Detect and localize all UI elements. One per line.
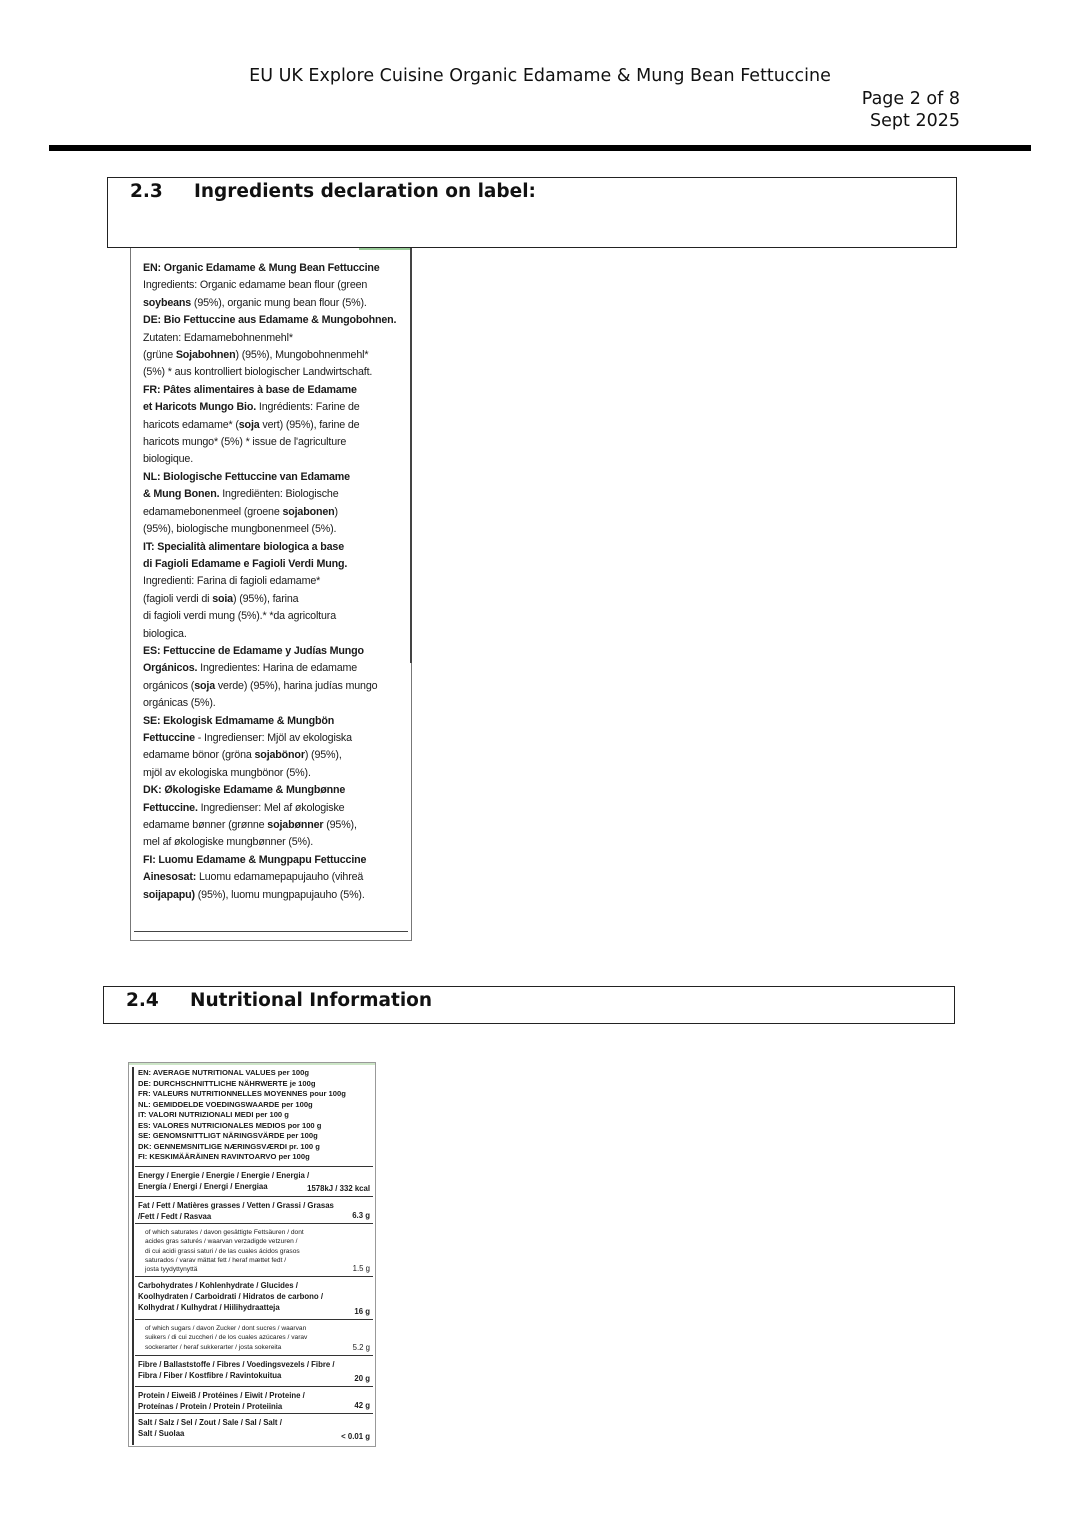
nutrition-row bbox=[135, 1386, 373, 1414]
nutrient-name-line: Salt / Salz / Sel / Zout / Sale / Sal / Salt / bbox=[138, 1418, 282, 1427]
nutrient-name-line: suikers / di cui zuccheri / de los cuales azúcares / varav bbox=[145, 1334, 308, 1342]
ingredients-text-run: di fagioli verdi mung (5%).* *da agricoltura bbox=[143, 610, 336, 623]
ingredients-text-run: (grüne bbox=[143, 349, 176, 362]
ingredients-bold-text: sojabønner bbox=[267, 819, 324, 831]
ingredients-line bbox=[143, 591, 409, 608]
section-number: 2.4 bbox=[126, 990, 159, 1011]
section-ingredients-heading bbox=[107, 177, 957, 248]
nutrient-value: 5.2 g bbox=[352, 1343, 370, 1352]
nutrient-value: < 0.01 g bbox=[341, 1432, 370, 1441]
ingredients-line bbox=[143, 660, 409, 677]
nutrition-heading-line: FI: KESKIMÄÄRÄINEN RAVINTOARVO per 100g bbox=[138, 1152, 310, 1161]
ingredients-text-run: Ingredienti: Farina di fagioli edamame* bbox=[143, 575, 321, 588]
ingredients-text-run: Ingrédients: Farine de bbox=[256, 401, 360, 414]
ingredients-line bbox=[143, 626, 409, 643]
page-number: Page 2 of 8 bbox=[861, 89, 960, 109]
nutrient-name-line: Energy / Energie / Energie / Energie / Energia / bbox=[138, 1171, 310, 1180]
nutrition-heading-line: FR: VALEURS NUTRITIONNELLES MOYENNES pour 100g bbox=[138, 1089, 346, 1098]
nutrition-table bbox=[135, 1066, 373, 1444]
ingredients-text-run: Ingredienser: Mel af økologiske bbox=[197, 801, 345, 814]
section-title: Ingredients declaration on label: bbox=[194, 181, 536, 202]
ingredients-line bbox=[143, 417, 409, 434]
nutrient-value: 42 g bbox=[354, 1401, 370, 1410]
ingredients-label-image bbox=[130, 248, 412, 941]
nutrient-name-line: Fibra / Fiber / Kostfibre / Ravintokuitua bbox=[138, 1371, 282, 1380]
nutrient-value: 1578kJ / 332 kcal bbox=[307, 1184, 370, 1193]
ingredients-line bbox=[143, 747, 409, 764]
nutrient-name-line: Salt / Suolaa bbox=[138, 1429, 185, 1438]
ingredients-line bbox=[143, 295, 409, 312]
ingredients-line bbox=[143, 451, 409, 468]
nutrient-name-line: Fat / Fett / Matières grasses / Vetten / Grassi / Grasas bbox=[138, 1201, 334, 1210]
ingredients-text bbox=[143, 260, 409, 904]
nutrient-name-line: Fibre / Ballaststoffe / Fibres / Voedingsvezels / Fibre / bbox=[138, 1360, 335, 1369]
ingredients-line bbox=[143, 312, 409, 329]
ingredients-line bbox=[143, 713, 409, 730]
nutrition-heading-line: IT: VALORI NUTRIZIONALI MEDI per 100 g bbox=[138, 1110, 289, 1119]
ingredients-line bbox=[143, 887, 409, 904]
ingredients-line bbox=[143, 869, 409, 886]
nutrient-name bbox=[138, 1359, 335, 1381]
nutrient-name bbox=[145, 1228, 304, 1274]
nutrition-heading bbox=[138, 1068, 346, 1163]
ingredients-line bbox=[143, 817, 409, 834]
ingredients-line bbox=[143, 608, 409, 625]
ingredients-bold-text: FR: Pâtes alimentaires à base de Edamame bbox=[143, 383, 357, 396]
ingredients-text-run: biologica. bbox=[143, 627, 187, 640]
nutrient-name-line: Protein / Eiweiß / Protéines / Eiwit / Proteine / bbox=[138, 1391, 305, 1400]
ingredients-text-run: ) (95%), bbox=[304, 749, 342, 762]
ingredients-text-run: haricots edamame* ( bbox=[143, 418, 239, 431]
ingredients-line bbox=[143, 852, 409, 869]
ingredients-bold-text: IT: Specialità alimentare biologica a base bbox=[143, 540, 344, 553]
ingredients-line bbox=[143, 347, 409, 364]
ingredients-bold-text: FI: Luomu Edamame & Mungpapu Fettuccine bbox=[143, 853, 367, 866]
ingredients-line bbox=[143, 277, 409, 294]
nutrient-value: 1.5 g bbox=[352, 1264, 370, 1273]
ingredients-bold-text: Fettuccine. bbox=[143, 801, 198, 814]
nutrient-value: 6.3 g bbox=[352, 1211, 370, 1220]
ingredients-line bbox=[143, 834, 409, 851]
ingredients-line bbox=[143, 573, 409, 590]
ingredients-text-run: vert) (95%), farine de bbox=[259, 418, 360, 431]
ingredients-bold-text: soybeans bbox=[143, 296, 192, 309]
nutrition-heading-line: DK: GENNEMSNITLIGE NÆRINGSVÆRDI pr. 100 g bbox=[138, 1141, 320, 1151]
label-edge bbox=[129, 1063, 375, 1065]
ingredients-text-run: (95%), bbox=[323, 819, 357, 831]
ingredients-bold-text: Sojabohnen bbox=[175, 349, 236, 362]
nutrition-heading-line: SE: GENOMSNITTLIGT NÄRINGSVÄRDE per 100g bbox=[138, 1131, 318, 1140]
ingredients-bold-text: DK: Økologiske Edamame & Mungbønne bbox=[143, 784, 346, 797]
ingredients-text-run: (95%), organic mung bean flour (5%). bbox=[191, 296, 367, 309]
ingredients-bold-text: ES: Fettuccine de Edamame y Judías Mungo bbox=[143, 644, 364, 657]
label-edge bbox=[410, 248, 412, 663]
nutrient-name-line: Proteínas / Protein / Protein / Proteiinia bbox=[138, 1402, 283, 1411]
ingredients-bold-text: NL: Biologische Fettuccine van Edamame bbox=[143, 470, 350, 483]
ingredients-text-run: (95%), luomu mungpapujauho (5%). bbox=[194, 888, 365, 901]
ingredients-bold-text: Fettuccine bbox=[143, 731, 195, 744]
ingredients-bold-text: Ainesosat: bbox=[143, 871, 197, 884]
nutrition-label-image bbox=[128, 1062, 376, 1447]
ingredients-text-run: biologique. bbox=[143, 453, 194, 466]
ingredients-line bbox=[143, 782, 409, 799]
ingredients-bold-text: et Haricots Mungo Bio. bbox=[143, 401, 257, 414]
nutrient-name-line: of which sugars / davon Zucker / dont sucres / waarvan bbox=[145, 1325, 307, 1332]
page-info bbox=[862, 88, 960, 132]
ingredients-line bbox=[143, 330, 409, 347]
section-number: 2.3 bbox=[130, 181, 163, 202]
nutrient-name-line: Kolhydrat / Kulhydrat / Hiilihydraatteja bbox=[138, 1303, 280, 1312]
ingredients-line bbox=[143, 504, 409, 521]
nutrient-name-line: Energía / Energi / Energi / Energiaa bbox=[138, 1182, 268, 1191]
ingredients-text-run: haricots mungo* (5%) * issue de l'agriculture bbox=[143, 436, 347, 449]
nutrition-row bbox=[135, 1319, 373, 1356]
ingredients-text-run: edamame bønner (grønne bbox=[143, 819, 268, 831]
nutrient-value: 20 g bbox=[354, 1374, 370, 1383]
ingredients-bold-text: soja bbox=[238, 418, 260, 431]
nutrition-heading-line: DE: DURCHSCHNITTLICHE NÄHRWERTE je 100g bbox=[138, 1078, 316, 1088]
ingredients-line bbox=[143, 434, 409, 451]
ingredients-text-run: - Ingredienser: Mjöl av ekologiska bbox=[194, 731, 352, 744]
document-date: Sept 2025 bbox=[870, 111, 960, 131]
ingredients-text-run: Ingrediënten: Biologische bbox=[219, 488, 339, 501]
ingredients-line bbox=[143, 765, 409, 782]
ingredients-text-run: (fagioli verdi di bbox=[143, 592, 213, 605]
nutrition-row bbox=[135, 1223, 373, 1277]
nutrient-name-line: josta tyydyttynyttä bbox=[145, 1266, 198, 1274]
nutrient-name-line: sockerarter / heraf sukkerarter / josta sokereita bbox=[145, 1343, 282, 1351]
ingredients-line bbox=[143, 800, 409, 817]
ingredients-text-run: Ingredientes: Harina de edamame bbox=[197, 662, 358, 675]
nutrition-row bbox=[135, 1166, 373, 1197]
nutrient-name-line: Carbohydrates / Kohlenhydrate / Glucides / bbox=[138, 1281, 298, 1290]
ingredients-bold-text: soja bbox=[194, 679, 216, 692]
ingredients-text-run: edamamebonenmeel (groene bbox=[143, 505, 283, 518]
ingredients-text-run: verde) (95%), harina judías mungo bbox=[215, 679, 378, 692]
ingredients-bold-text: & Mung Bonen. bbox=[143, 488, 220, 501]
label-edge bbox=[134, 931, 408, 932]
ingredients-text-run: edamame bönor (gröna bbox=[143, 749, 255, 762]
ingredients-line bbox=[143, 695, 409, 712]
ingredients-line bbox=[143, 730, 409, 747]
ingredients-line bbox=[143, 469, 409, 486]
ingredients-text-run: orgánicas (5%). bbox=[143, 697, 216, 710]
section-title: Nutritional Information bbox=[190, 990, 433, 1011]
nutrient-name-line: acides gras saturés / waarvan verzadigde vetzuren / bbox=[145, 1238, 298, 1246]
nutrient-name bbox=[138, 1417, 282, 1439]
nutrition-heading-line: ES: VALORES NUTRICIONALES MEDIOS por 100 g bbox=[138, 1120, 322, 1130]
ingredients-bold-text: EN: Organic Edamame & Mung Bean Fettuccine bbox=[143, 262, 380, 274]
ingredients-text-run: (95%), biologische mungbonenmeel (5%). bbox=[143, 523, 337, 536]
ingredients-text-run: (5%) * aus kontrolliert biologischer Landwirtschaft. bbox=[143, 366, 373, 379]
label-edge bbox=[132, 1067, 134, 1445]
nutrition-heading-line: EN: AVERAGE NUTRITIONAL VALUES per 100g bbox=[138, 1068, 310, 1077]
ingredients-line bbox=[143, 399, 409, 416]
ingredients-line bbox=[143, 678, 409, 695]
nutrition-heading-line: NL: GEMIDDELDE VOEDINGSWAARDE per 100g bbox=[138, 1099, 313, 1109]
label-edge bbox=[359, 248, 412, 250]
ingredients-line bbox=[143, 539, 409, 556]
nutrient-name bbox=[138, 1200, 334, 1222]
ingredients-line bbox=[143, 521, 409, 538]
ingredients-bold-text: SE: Ekologisk Edmamame & Mungbön bbox=[143, 714, 335, 727]
ingredients-bold-text: soia bbox=[212, 592, 233, 605]
ingredients-bold-text: DE: Bio Fettuccine aus Edamame & Mungobohnen. bbox=[143, 314, 397, 327]
ingredients-text-run: orgánicos ( bbox=[143, 679, 195, 692]
nutrient-name-line: di cui acidi grassi saturi / de las cuales ácidos grasos bbox=[145, 1247, 300, 1255]
nutrition-row bbox=[135, 1355, 373, 1387]
nutrition-row bbox=[135, 1276, 373, 1320]
ingredients-text-run: ) (95%), Mungobohnenmehl* bbox=[235, 349, 369, 362]
ingredients-text-run: mel af økologiske mungbønner (5%). bbox=[143, 836, 314, 849]
ingredients-bold-text: sojabonen bbox=[282, 505, 335, 518]
document-title: EU UK Explore Cuisine Organic Edamame & Mung Bean Fettuccine bbox=[249, 66, 831, 86]
ingredients-line bbox=[143, 486, 409, 503]
ingredients-text-run: ) (95%), farina bbox=[232, 592, 299, 605]
nutrient-name-line: /Fett / Fedt / Rasvaa bbox=[138, 1212, 212, 1221]
ingredients-line bbox=[143, 382, 409, 399]
nutrient-name bbox=[138, 1390, 305, 1412]
ingredients-line bbox=[143, 364, 409, 381]
nutrition-row bbox=[135, 1413, 373, 1445]
ingredients-text-run: ) bbox=[334, 505, 338, 518]
ingredients-bold-text: Orgánicos. bbox=[143, 662, 198, 675]
nutrition-row bbox=[135, 1196, 373, 1224]
ingredients-text-run: Luomu edamamepapujauho (vihreä bbox=[196, 871, 364, 884]
nutrient-name-line: of which saturates / davon gesättigte Fettsäuren / dont bbox=[145, 1229, 304, 1236]
nutrient-name bbox=[145, 1324, 307, 1352]
ingredients-line bbox=[143, 643, 409, 660]
ingredients-text-run: Ingredients: Organic edamame bean flour (green bbox=[143, 279, 368, 292]
ingredients-text-run: Zutaten: Edamamebohnenmehl* bbox=[143, 331, 293, 344]
nutrient-value: 16 g bbox=[354, 1307, 370, 1316]
ingredients-bold-text: sojabönor bbox=[254, 749, 305, 762]
ingredients-bold-text: di Fagioli Edamame e Fagioli Verdi Mung. bbox=[143, 557, 348, 570]
ingredients-line bbox=[143, 556, 409, 573]
ingredients-line bbox=[143, 260, 409, 277]
section-nutrition-heading bbox=[103, 986, 955, 1024]
nutrient-name-line: saturados / varav mättat fett / heraf mættet fedt / bbox=[145, 1256, 287, 1264]
nutrient-name bbox=[138, 1280, 323, 1313]
header-divider bbox=[49, 145, 1031, 151]
ingredients-text-run: mjöl av ekologiska mungbönor (5%). bbox=[143, 766, 311, 779]
nutrient-name bbox=[138, 1170, 309, 1192]
ingredients-bold-text: soijapapu) bbox=[143, 888, 195, 901]
nutrient-name-line: Koolhydraten / Carboidrati / Hidratos de carbono / bbox=[138, 1292, 323, 1301]
